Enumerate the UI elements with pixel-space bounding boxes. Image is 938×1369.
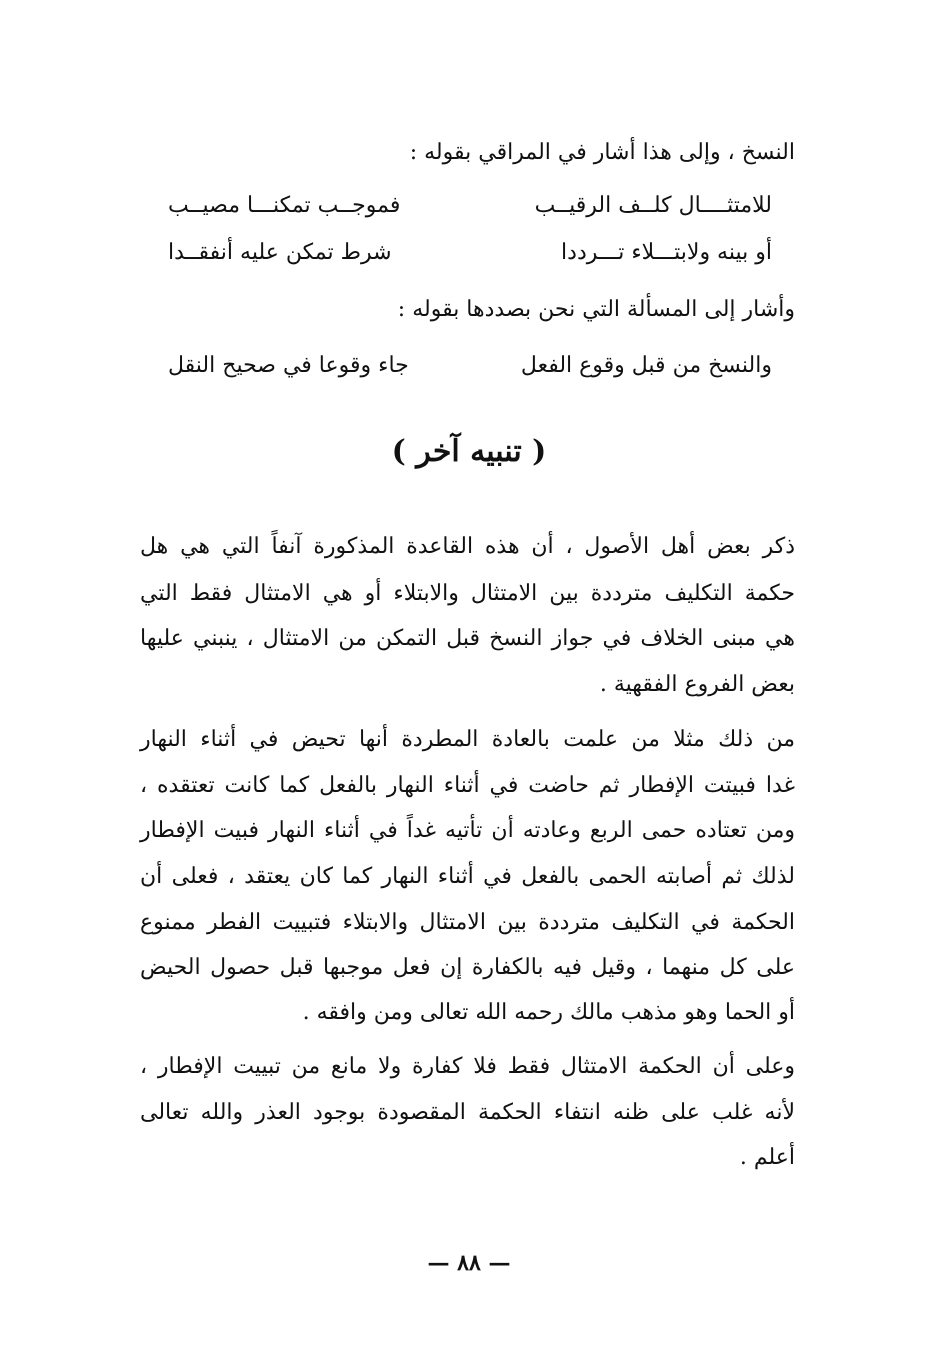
paragraph-line: غدا فبيتت الإفطار ثم حاضت في أثناء النهار بالفعل كما كانت تعتقده ، bbox=[140, 773, 795, 798]
paragraph-line: ومن تعتاده حمى الربع وعادته أن تأتيه غداً في أثناء النهار فبيت الإفطار bbox=[140, 818, 795, 843]
paragraph-line: أعلم . bbox=[739, 1145, 795, 1170]
verse-second-hemistich: شرط تمكن عليه أنفقــدا bbox=[168, 240, 392, 265]
verse-row bbox=[168, 240, 772, 276]
page-number: — ٨٨ — bbox=[427, 1250, 511, 1276]
intro-line: النسخ ، وإلى هذا أشار في المراقي بقوله : bbox=[409, 140, 795, 165]
section-heading: ( تنبيه آخر ) bbox=[391, 434, 547, 469]
paragraph-line: على كل منهما ، وقيل فيه بالكفارة إن فعل موجبها قبل حصول الحيض bbox=[140, 955, 795, 980]
paragraph-line: من ذلك مثلا من علمت بالعادة المطردة أنها تحيض في أثناء النهار bbox=[140, 727, 795, 752]
paragraph-line: هي مبنى الخلاف في جواز النسخ قبل التمكن من الامتثال ، ينبني عليها bbox=[140, 626, 795, 651]
paragraph-line: لأنه غلب على ظنه انتفاء الحكمة المقصودة بوجود العذر والله تعالى bbox=[140, 1100, 795, 1125]
paragraph-line: أو الحما وهو مذهب مالك رحمه الله تعالى ومن وافقه . bbox=[302, 1000, 795, 1025]
verse-first-hemistich: للامتثــــال كلــف الرقيــب bbox=[534, 193, 772, 218]
verse-row bbox=[168, 193, 772, 229]
paragraph-line: بعض الفروع الفقهية . bbox=[599, 672, 795, 697]
paragraph-line: لذلك ثم أصابته الحمى بالفعل في أثناء النهار كما كان يعتقد ، فعلى أن bbox=[140, 864, 795, 889]
verse-second-hemistich: جاء وقوعا في صحيح النقل bbox=[168, 353, 409, 378]
paragraph-line: ذكر بعض أهل الأصول ، أن هذه القاعدة المذكورة آنفاً التي هي هل bbox=[140, 534, 795, 559]
verse-row bbox=[168, 353, 772, 389]
verse-first-hemistich: والنسخ من قبل وقوع الفعل bbox=[520, 353, 772, 378]
bridge-line: وأشار إلى المسألة التي نحن بصددها بقوله : bbox=[397, 297, 795, 322]
paragraph-line: حكمة التكليف مترددة بين الامتثال والابتلاء أو هي الامتثال فقط التي bbox=[140, 581, 795, 606]
verse-first-hemistich: أو بينه ولابتـــلاء تـــرددا bbox=[561, 240, 772, 265]
paragraph-line: وعلى أن الحكمة الامتثال فقط فلا كفارة ولا مانع من تبييت الإفطار ، bbox=[140, 1054, 795, 1079]
verse-second-hemistich: فموجــب تمكنـــا مصيــب bbox=[168, 193, 401, 218]
paragraph-line: الحكمة في التكليف مترددة بين الامتثال والابتلاء فتبييت الفطر ممنوع bbox=[140, 910, 795, 935]
